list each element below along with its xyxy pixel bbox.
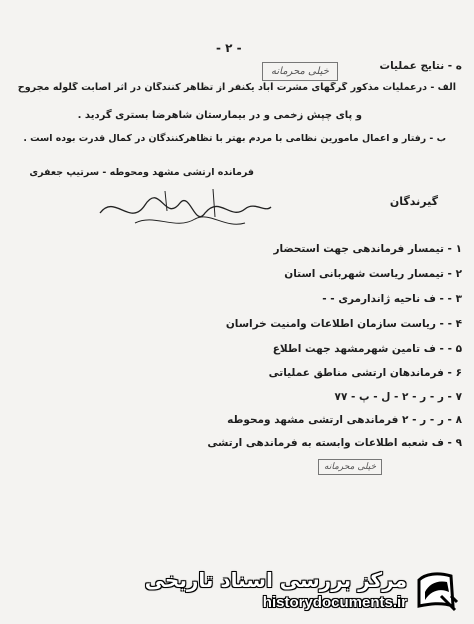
recipient-2: [284, 268, 462, 280]
recipient-text: - ر - ر - ۲ - ل - پ - ۷۷: [334, 391, 452, 403]
signature-title: فرمانده ارتشی مشهد ومحوطه - سرتیپ جعفری: [29, 167, 254, 178]
recipient-number: ۹: [455, 437, 462, 449]
recipient-number: ۶: [455, 367, 462, 379]
recipient-1: [274, 243, 463, 255]
recipient-9: [207, 437, 462, 449]
recipient-3: [322, 293, 462, 305]
recipient-number: ۲: [455, 268, 462, 280]
recipient-number: ۷: [455, 391, 462, 403]
handwritten-signature: [95, 183, 275, 243]
recipients-heading: گیرندگان: [389, 195, 438, 208]
recipient-text: - تیمسار فرماندهی جهت استحضار: [273, 243, 452, 255]
page-number: - ۲ -: [216, 41, 242, 55]
paragraph-a-line-2: و پای چپش زخمی و در بیمارستان شاهرضا بستری گردید .: [77, 110, 362, 121]
watermark-title: مرکز بررسی اسناد تاریخی: [144, 568, 407, 592]
recipient-text: - فرماندهان ارتشی مناطق عملیاتی: [268, 367, 452, 379]
recipient-text: - - ف تامین شهرمشهد جهت اطلاع: [272, 343, 452, 355]
recipient-8: [227, 414, 462, 426]
recipient-number: ۸: [455, 414, 462, 426]
recipient-number: ۴: [455, 318, 462, 330]
recipient-number: ۳: [455, 293, 462, 305]
recipient-7: [335, 391, 462, 403]
watermark-url: historydocuments.ir: [262, 594, 407, 611]
recipient-number: ۱: [455, 243, 462, 255]
recipient-number: ۵: [455, 343, 462, 355]
recipient-text: - ر - ر - ۲ فرماندهی ارتشی مشهد ومحوطه: [227, 414, 452, 426]
watermark-logo: [144, 560, 465, 620]
classification-stamp-top: خیلی محرمانه: [262, 62, 338, 81]
results-heading: ه - نتایج عملیات: [379, 60, 462, 72]
paragraph-b: ب - رفتار و اعمال مامورین نظامی با مردم بهتر با تظاهرکنندگان در کمال قدرت بوده است .: [23, 133, 446, 144]
recipient-6: [269, 367, 462, 379]
recipient-4: [226, 318, 462, 330]
paragraph-a-line-1-text: الف - درعملیات مذکور گرگهای مشرت آباد یکنفر از تظاهر کنندگان در اثر اصابت گلوله مجروح: [17, 82, 456, 93]
recipient-text: - - ریاست سازمان اطلاعات وامنیت خراسان: [225, 318, 452, 330]
recipient-5: [273, 343, 462, 355]
recipient-text: - ف شعبه اطلاعات وابسته به فرماندهی ارتشی: [207, 437, 452, 449]
recipient-text: - - ف ناحیه ژاندارمری - -: [322, 293, 452, 305]
archive-logo-icon: [411, 566, 461, 616]
recipient-text: - تیمسار ریاست شهربانی استان: [284, 268, 452, 280]
classification-stamp-bottom: خیلی محرمانه: [318, 459, 382, 475]
